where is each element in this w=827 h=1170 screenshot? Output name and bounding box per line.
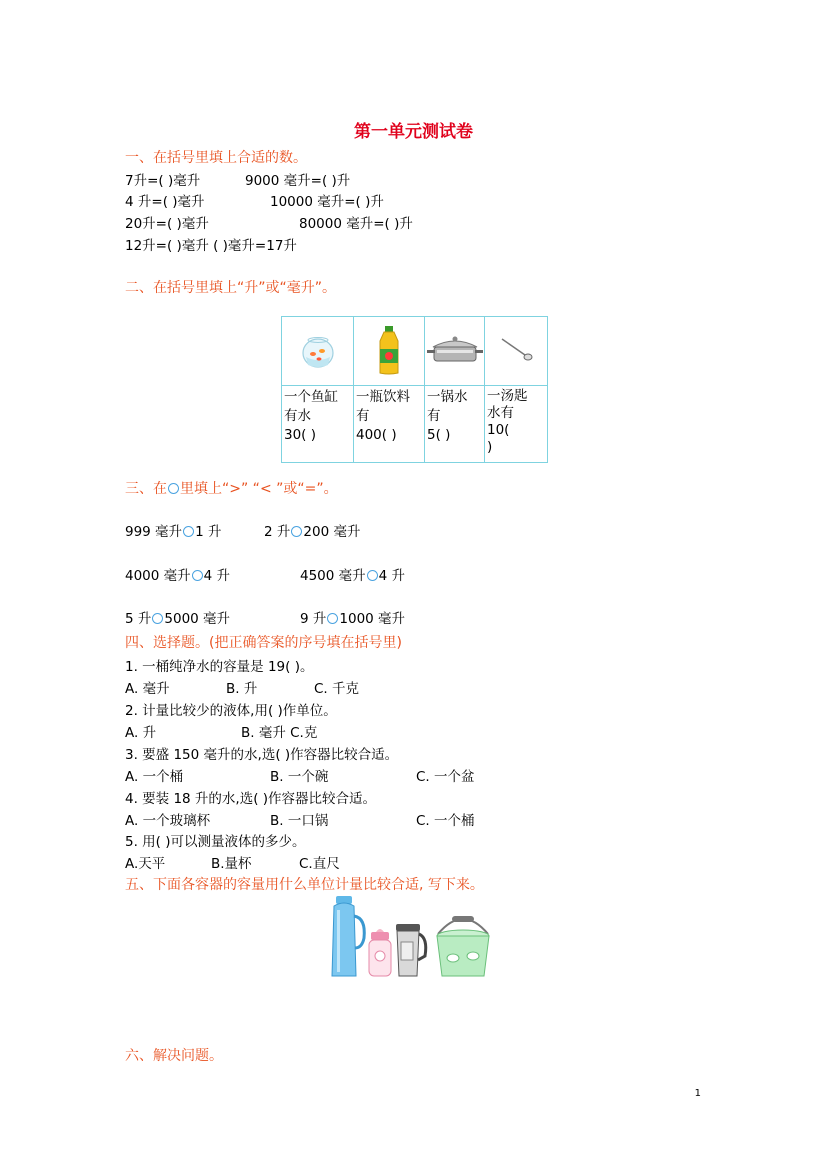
answer-circle[interactable] [152,613,163,624]
pot-cell [425,317,485,386]
section4-heading: 四、选择题。(把正确答案的序号填在括号里) [125,635,402,651]
kettle-icon [396,924,426,976]
section3-heading [125,478,338,498]
option: C. 一个桶 [416,813,475,829]
question: 1. 一桶纯净水的容量是 19( )。 [125,659,314,675]
s1-item: 7升=( )毫升 [125,173,201,189]
question: 4. 要装 18 升的水,选( )作容器比较合适。 [125,791,377,807]
section2-heading: 二、在括号里填上“升”或“毫升”。 [125,280,337,296]
cell-line: 有 [356,408,370,424]
option: A. 毫升 [125,681,170,697]
answer-circle[interactable] [367,570,378,581]
option: A. 升 [125,725,157,741]
option: C. 一个盆 [416,769,475,785]
pot-icon [425,317,484,381]
cell-line: 一锅水 [427,389,468,405]
compare-left: 2 升 [264,524,291,540]
compare-right: 1000 毫升 [339,611,406,627]
baby-bottle-icon [369,929,391,976]
section5-heading: 五、下面各容器的容量用什么单位计量比较合适, 写下来。 [125,877,484,893]
fishbowl-cell [282,317,354,386]
section1-heading: 一、在括号里填上合适的数。 [125,150,307,166]
option: B. 升 [226,681,258,697]
option: A. 一个玻璃杯 [125,813,211,829]
compare-right: 5000 毫升 [164,611,231,627]
containers-illustration [328,894,493,980]
section6-heading: 六、解决问题。 [125,1048,223,1064]
answer-circle[interactable] [183,526,194,537]
compare-right: 1 升 [195,524,222,540]
cell-line: 400( ) [356,427,397,443]
compare-item [125,564,230,584]
fishbowl-text [282,386,354,463]
compare-right: 4 升 [378,568,406,584]
compare-circle-icon [168,483,179,494]
cell-line: 有 [427,408,441,424]
cell-line: 10( [487,422,510,438]
s1-item: 10000 毫升=( )升 [270,194,384,210]
compare-right: 4 升 [203,568,231,584]
compare-item [125,607,230,627]
spoon-icon [485,317,547,381]
compare-item [300,607,405,627]
compare-left: 4000 毫升 [125,568,191,584]
option: B. 一口锅 [270,813,329,829]
page-title: 第一单元测试卷 [354,122,473,142]
cell-line: 5( ) [427,427,451,443]
s1-item: 20升=( )毫升 [125,216,209,232]
compare-left: 4500 毫升 [300,568,366,584]
spoon-cell [485,317,548,386]
s1-item: 9000 毫升=( )升 [245,173,351,189]
s1-item: 4 升=( )毫升 [125,194,205,210]
compare-left: 5 升 [125,611,152,627]
heading-part: 三、在 [125,481,167,497]
answer-circle[interactable] [327,613,338,624]
option: B. 毫升 C.克 [241,725,318,741]
option: B.量杯 [211,856,252,872]
compare-left: 9 升 [300,611,327,627]
option: A. 一个桶 [125,769,184,785]
unit-table [281,316,548,463]
compare-item [264,520,360,540]
cell-line: 一个鱼缸 [284,389,338,405]
drink-bottle-icon [354,317,424,381]
fishbowl-icon [282,317,353,381]
drink-cell [354,317,425,386]
cell-line: 有水 [284,408,311,424]
compare-left: 999 毫升 [125,524,183,540]
s1-item: 12升=( )毫升 ( )毫升=17升 [125,238,297,254]
cell-line: ) [487,439,493,455]
cell-line: 一汤匙 [487,388,528,404]
heading-part: 里填上“>” “< ”或“=”。 [180,481,338,497]
pot-text [425,386,485,463]
option: C. 千克 [314,681,360,697]
cell-line: 一瓶饮料 [356,389,410,405]
cell-line: 30( ) [284,427,317,443]
answer-circle[interactable] [291,526,302,537]
bucket-icon [437,916,489,976]
question: 2. 计量比较少的液体,用( )作单位。 [125,703,337,719]
drink-text [354,386,425,463]
thermos-icon [332,896,364,976]
s1-item: 80000 毫升=( )升 [299,216,413,232]
answer-circle[interactable] [192,570,203,581]
spoon-text [485,386,548,463]
compare-item [300,564,405,584]
question: 3. 要盛 150 毫升的水,选( )作容器比较合适。 [125,747,399,763]
compare-right: 200 毫升 [303,524,361,540]
cell-line: 水有 [487,405,514,421]
option: B. 一个碗 [270,769,329,785]
page-number: 1 [694,1088,701,1099]
option: C.直尺 [299,856,340,872]
compare-item [125,520,221,540]
question: 5. 用( )可以测量液体的多少。 [125,834,306,850]
option: A.天平 [125,856,166,872]
